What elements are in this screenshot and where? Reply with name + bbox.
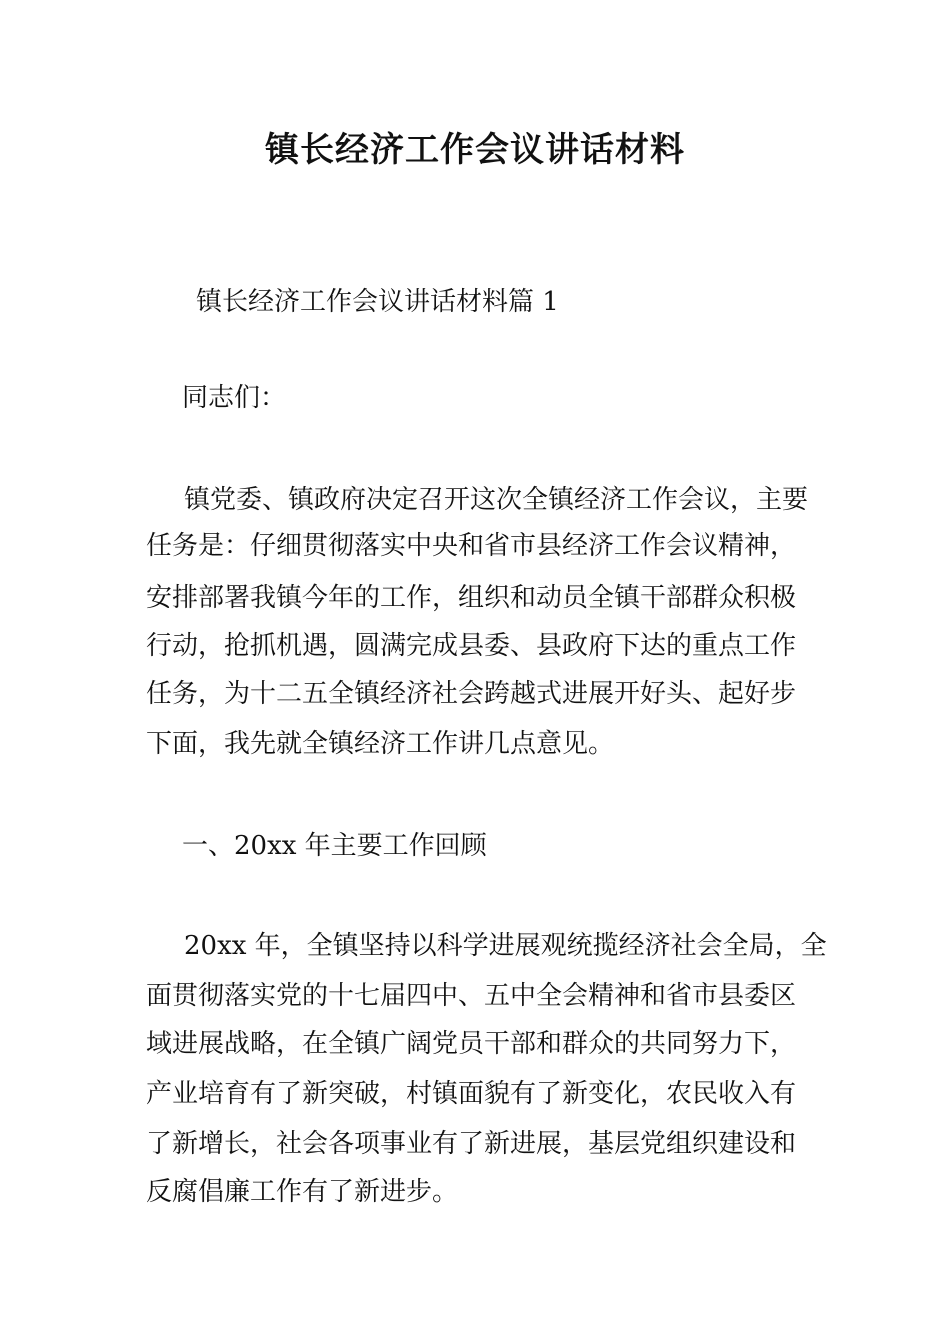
paragraph-1-line-3: 安排部署我镇今年的工作，组织和动员全镇干部群众积极: [146, 583, 797, 613]
paragraph-1-line-6: 下面，我先就全镇经济工作讲几点意见。: [146, 729, 615, 759]
paragraph-2-line-3: 域进展战略，在全镇广阔党员干部和群众的共同努力下，: [146, 1029, 797, 1059]
paragraph-1-line-4: 行动，抢抓机遇，圆满完成县委、县政府下达的重点工作: [146, 631, 797, 661]
paragraph-2-line-6: 反腐倡廉工作有了新进步。: [146, 1177, 459, 1207]
section-1-heading: 一、20xx 年主要工作回顾: [182, 831, 487, 861]
document-title: 镇长经济工作会议讲话材料: [265, 130, 685, 170]
paragraph-2-line-1: 20xx 年，全镇坚持以科学进展观统揽经济社会全局，全: [184, 931, 827, 961]
greeting-text: 同志们：: [182, 383, 287, 413]
paragraph-2-line-5: 了新增长，社会各项事业有了新进展，基层党组织建设和: [146, 1129, 797, 1159]
paragraph-1-line-1: 镇党委、镇政府决定召开这次全镇经济工作会议，主要: [184, 485, 809, 515]
paragraph-2-line-2: 面贯彻落实党的十七届四中、五中全会精神和省市县委区: [146, 981, 797, 1011]
paragraph-1-line-2: 任务是：仔细贯彻落实中央和省市县经济工作会议精神，: [146, 531, 797, 561]
paragraph-1-line-5: 任务，为十二五全镇经济社会跨越式进展开好头、起好步: [146, 679, 797, 709]
document-subtitle: 镇长经济工作会议讲话材料篇 1: [196, 287, 559, 317]
paragraph-2-line-4: 产业培育有了新突破，村镇面貌有了新变化，农民收入有: [146, 1079, 797, 1109]
